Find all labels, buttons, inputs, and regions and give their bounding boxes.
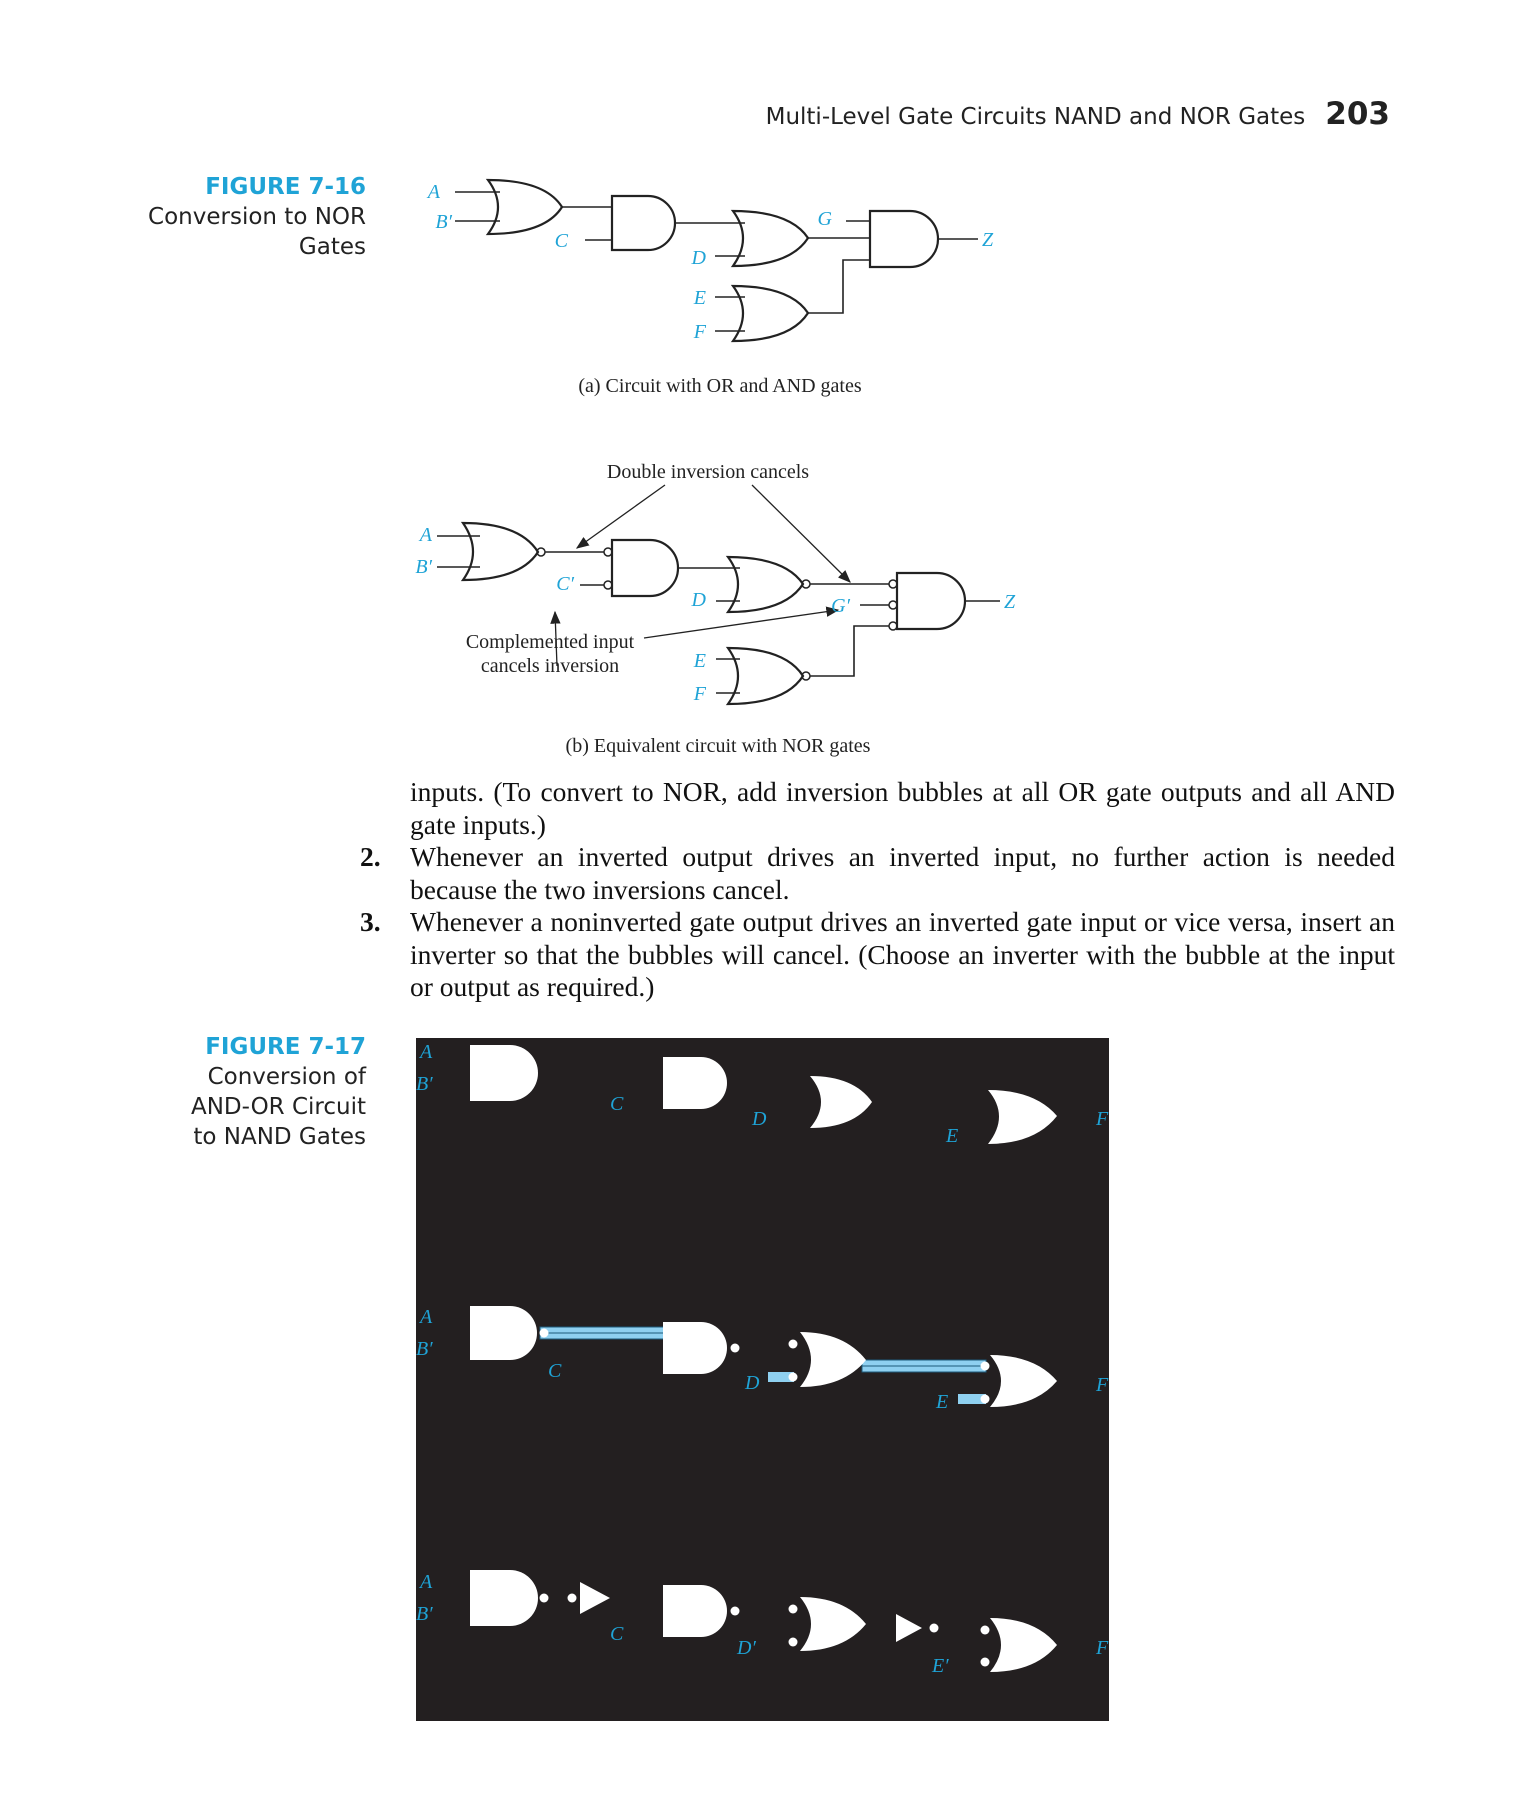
body-paragraph: inputs. (To convert to NOR, add inversion bubbles at all OR gate outputs and all AND gate inputs.) xyxy=(410,776,1395,840)
fig17-row2-input-d: D xyxy=(745,1372,760,1394)
fig16b-output-z: Z xyxy=(1004,591,1016,613)
figure-7-17-caption-line-2: AND-OR Circuit xyxy=(190,1094,366,1120)
fig17-row1-input-c: C xyxy=(610,1093,624,1115)
fig17-row2-nand1 xyxy=(470,1306,537,1360)
figure-7-16-label: FIGURE 7-16 xyxy=(205,174,366,200)
figure-7-17-caption-line-1: Conversion of xyxy=(207,1064,366,1090)
fig16a-output-z: Z xyxy=(982,229,994,251)
fig16b-label-g: G′ xyxy=(831,595,850,617)
fig17-row1-input-b: B′ xyxy=(416,1073,433,1095)
fig16a-label-g: G xyxy=(817,208,832,230)
fig16b-annotation-double-inversion: Double inversion cancels xyxy=(606,461,810,483)
fig16b-input-c: C′ xyxy=(556,573,574,595)
fig16b-input-f: F xyxy=(693,683,706,705)
fig17-row1-nand2 xyxy=(663,1057,727,1109)
list-item-3-number: 3. xyxy=(360,906,381,937)
fig17-row3-nand1 xyxy=(470,1570,538,1626)
fig17-row1-input-e: E xyxy=(946,1125,959,1147)
fig16a-input-f: F xyxy=(693,321,706,343)
fig16b-caption: (b) Equivalent circuit with NOR gates xyxy=(565,735,871,757)
running-head-title: Multi-Level Gate Circuits NAND and NOR Gates xyxy=(765,104,1306,130)
fig17-row3-input-d: D′ xyxy=(737,1637,756,1659)
figure-7-17-label: FIGURE 7-17 xyxy=(205,1034,366,1060)
fig16b-annotation-line-2: cancels inversion xyxy=(480,655,620,677)
fig16b-input-b: B′ xyxy=(415,556,432,578)
fig17-row1-nand1 xyxy=(470,1045,538,1101)
fig16b-input-e: E xyxy=(693,650,706,672)
fig17-row3-input-e: E′ xyxy=(932,1655,949,1677)
fig17-row3-input-c: C xyxy=(610,1623,624,1645)
list-item-3-text: Whenever a noninverted gate output drives an inverted gate input or vice versa, insert an inverter so that the bubbles will cancel. (Choose an inverter with the bubble at the input or output as required.) xyxy=(410,906,1395,1002)
fig17-row2-input-b: B′ xyxy=(416,1338,433,1360)
fig16a-input-a: A xyxy=(427,181,440,203)
figure-7-16-caption-line-1: Conversion to NOR xyxy=(148,204,366,230)
fig17-row1-input-d: D xyxy=(752,1108,767,1130)
fig16b-input-d: D xyxy=(691,589,706,611)
fig16a-input-d: D xyxy=(691,247,706,269)
fig17-row3-nand2 xyxy=(663,1585,727,1637)
fig16b-annotation-line-1: Complemented input xyxy=(465,631,635,653)
fig16a-input-b: B′ xyxy=(435,211,452,233)
fig17-row2-bubble-1 xyxy=(540,1329,549,1338)
fig17-row1-input-a: A xyxy=(420,1041,433,1063)
figure-7-16-caption-line-2: Gates xyxy=(298,234,366,260)
fig16a-input-e: E xyxy=(693,287,706,309)
page-number: 203 xyxy=(1325,96,1390,132)
fig17-row2-input-f: F xyxy=(1096,1374,1109,1396)
fig17-row3-input-a: A xyxy=(420,1571,433,1593)
list-item-2-number: 2. xyxy=(360,841,381,872)
fig16a-caption: (a) Circuit with OR and AND gates xyxy=(578,375,862,397)
fig17-row3-input-f: F xyxy=(1096,1637,1109,1659)
figure-7-17-caption-line-3: to NAND Gates xyxy=(193,1124,366,1150)
fig16a-input-c: C xyxy=(554,230,568,252)
fig17-row2-input-e: E xyxy=(936,1391,949,1413)
fig17-row3-input-b: B′ xyxy=(416,1603,433,1625)
fig17-row2-nand2 xyxy=(663,1322,727,1374)
list-item-2-text: Whenever an inverted output drives an inverted input, no further action is needed because the two inversions cancel. xyxy=(410,841,1395,905)
fig16b-input-a: A xyxy=(419,524,432,546)
fig17-row1-input-f: F xyxy=(1096,1108,1109,1130)
fig17-row2-input-a: A xyxy=(420,1306,433,1328)
fig17-row2-input-c: C xyxy=(548,1360,562,1382)
